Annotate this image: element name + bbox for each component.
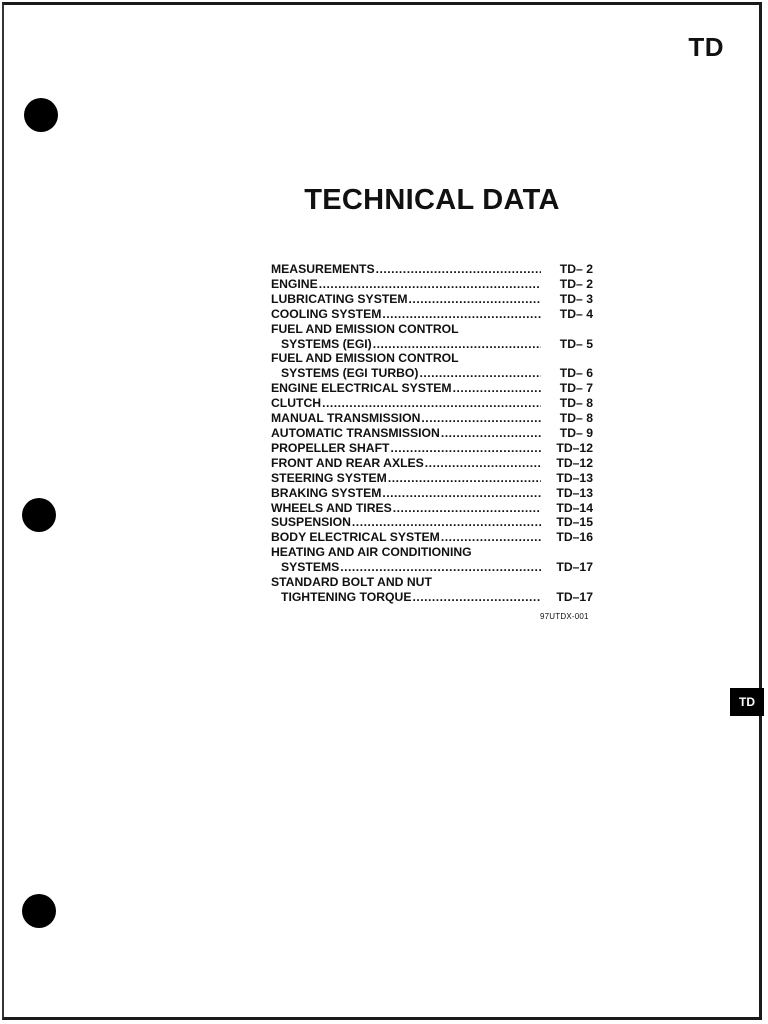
toc-entry-page: TD– 2	[559, 262, 593, 276]
toc-entry-braking-system[interactable]	[271, 486, 593, 501]
toc-entry-fuel-emission-turbo[interactable]	[271, 366, 593, 381]
toc-entry-page: TD– 6	[559, 366, 593, 381]
toc-entry-body-electrical[interactable]	[271, 530, 593, 545]
toc-entry-title: TIGHTENING TORQUE	[281, 589, 412, 604]
toc-entry-page: TD–12	[556, 455, 593, 470]
dot-leader	[393, 501, 541, 516]
toc-entry-fuel-emission-egi-heading	[271, 322, 593, 337]
toc-entry-page: TD–17	[556, 560, 593, 575]
dot-leader	[421, 411, 541, 426]
dot-leader	[382, 486, 541, 501]
toc-entry-front-rear-axles[interactable]	[271, 456, 593, 471]
binder-hole-top	[24, 98, 58, 132]
toc-entry-title: SUSPENSION	[271, 515, 351, 530]
toc-entry-measurements[interactable]	[271, 262, 593, 277]
dot-leader	[419, 366, 541, 381]
toc-entry-page: TD– 4	[559, 306, 593, 321]
toc-entry-title: SYSTEMS (EGI)	[281, 336, 372, 351]
toc-entry-fuel-emission-turbo-heading	[271, 351, 593, 366]
toc-entry-title: CLUTCH	[271, 396, 322, 411]
toc-entry-page: TD–13	[556, 485, 593, 500]
binder-hole-bottom	[22, 894, 56, 928]
dot-leader	[453, 381, 541, 396]
toc-entry-steering-system[interactable]	[271, 471, 593, 486]
toc-entry-page: TD– 3	[559, 291, 593, 306]
toc-entry-page: TD– 5	[559, 336, 593, 351]
toc-entry-title: MANUAL TRANSMISSION	[271, 411, 421, 426]
dot-leader	[388, 471, 541, 486]
toc-entry-engine-electrical[interactable]	[271, 381, 593, 396]
toc-entry-page: TD– 2	[559, 276, 593, 291]
dot-leader	[382, 307, 541, 322]
toc-entry-heating-ac-heading	[271, 545, 593, 560]
toc-entry-page: TD–13	[556, 470, 593, 485]
toc-entry-page: TD–12	[556, 440, 593, 455]
toc-entry-title: SYSTEMS	[281, 560, 340, 575]
dot-leader	[373, 337, 541, 352]
dot-leader	[441, 426, 541, 441]
toc-entry-title: WHEELS AND TIRES	[271, 500, 392, 515]
dot-leader	[391, 441, 542, 456]
toc-entry-title: FUEL AND EMISSION CONTROL	[271, 321, 459, 336]
dot-leader	[340, 560, 541, 575]
dot-leader	[322, 396, 541, 411]
dot-leader	[376, 262, 541, 277]
toc-entry-page: TD–17	[556, 589, 593, 604]
section-tab[interactable]: TD	[730, 688, 764, 716]
section-code: TD	[688, 32, 724, 62]
toc-entry-automatic-transmission[interactable]	[271, 426, 593, 441]
toc-entry-tightening-torque[interactable]	[271, 590, 593, 605]
toc-entry-title: HEATING AND AIR CONDITIONING	[271, 545, 472, 560]
toc-entry-title: STANDARD BOLT AND NUT	[271, 575, 432, 590]
toc-entry-title: MEASUREMENTS	[271, 262, 375, 276]
toc-entry-page: TD– 8	[559, 411, 593, 426]
reference-code: 97UTDX-001	[540, 612, 589, 621]
toc-entry-page: TD– 7	[559, 381, 593, 396]
dot-leader	[412, 590, 541, 605]
toc-entry-title: ENGINE	[271, 276, 318, 291]
toc-entry-engine[interactable]	[271, 277, 593, 292]
toc-entry-fuel-emission-egi[interactable]	[271, 337, 593, 352]
toc-entry-title: AUTOMATIC TRANSMISSION	[271, 425, 440, 440]
dot-leader	[425, 456, 541, 471]
toc-entry-title: FRONT AND REAR AXLES	[271, 455, 424, 470]
toc-entry-suspension[interactable]	[271, 515, 593, 530]
dot-leader	[441, 530, 541, 545]
toc-entry-wheels-tires[interactable]	[271, 501, 593, 516]
toc-entry-title: COOLING SYSTEM	[271, 306, 382, 321]
toc-entry-page: TD–15	[556, 515, 593, 530]
table-of-contents	[271, 262, 593, 605]
toc-entry-title: BRAKING SYSTEM	[271, 485, 382, 500]
toc-entry-page: TD–14	[556, 500, 593, 515]
toc-entry-title: SYSTEMS (EGI TURBO)	[281, 366, 419, 381]
toc-entry-manual-transmission[interactable]	[271, 411, 593, 426]
toc-entry-clutch[interactable]	[271, 396, 593, 411]
binder-hole-middle	[22, 498, 56, 532]
page-title: TECHNICAL DATA	[304, 184, 560, 216]
toc-entry-page: TD– 9	[559, 425, 593, 440]
toc-entry-title: BODY ELECTRICAL SYSTEM	[271, 530, 440, 545]
toc-entry-cooling-system[interactable]	[271, 307, 593, 322]
toc-entry-title: FUEL AND EMISSION CONTROL	[271, 351, 459, 366]
toc-entry-page: TD– 8	[559, 396, 593, 411]
toc-entry-heating-ac-systems[interactable]	[271, 560, 593, 575]
toc-entry-title: LUBRICATING SYSTEM	[271, 291, 408, 306]
toc-entry-lubricating-system[interactable]	[271, 292, 593, 307]
toc-entry-title: STEERING SYSTEM	[271, 470, 387, 485]
dot-leader	[319, 277, 541, 292]
toc-entry-page: TD–16	[556, 530, 593, 545]
toc-entry-title: ENGINE ELECTRICAL SYSTEM	[271, 381, 452, 396]
toc-entry-title: PROPELLER SHAFT	[271, 440, 390, 455]
dot-leader	[352, 515, 541, 530]
dot-leader	[409, 292, 541, 307]
toc-entry-propeller-shaft[interactable]	[271, 441, 593, 456]
toc-entry-bolt-nut-heading	[271, 575, 593, 590]
